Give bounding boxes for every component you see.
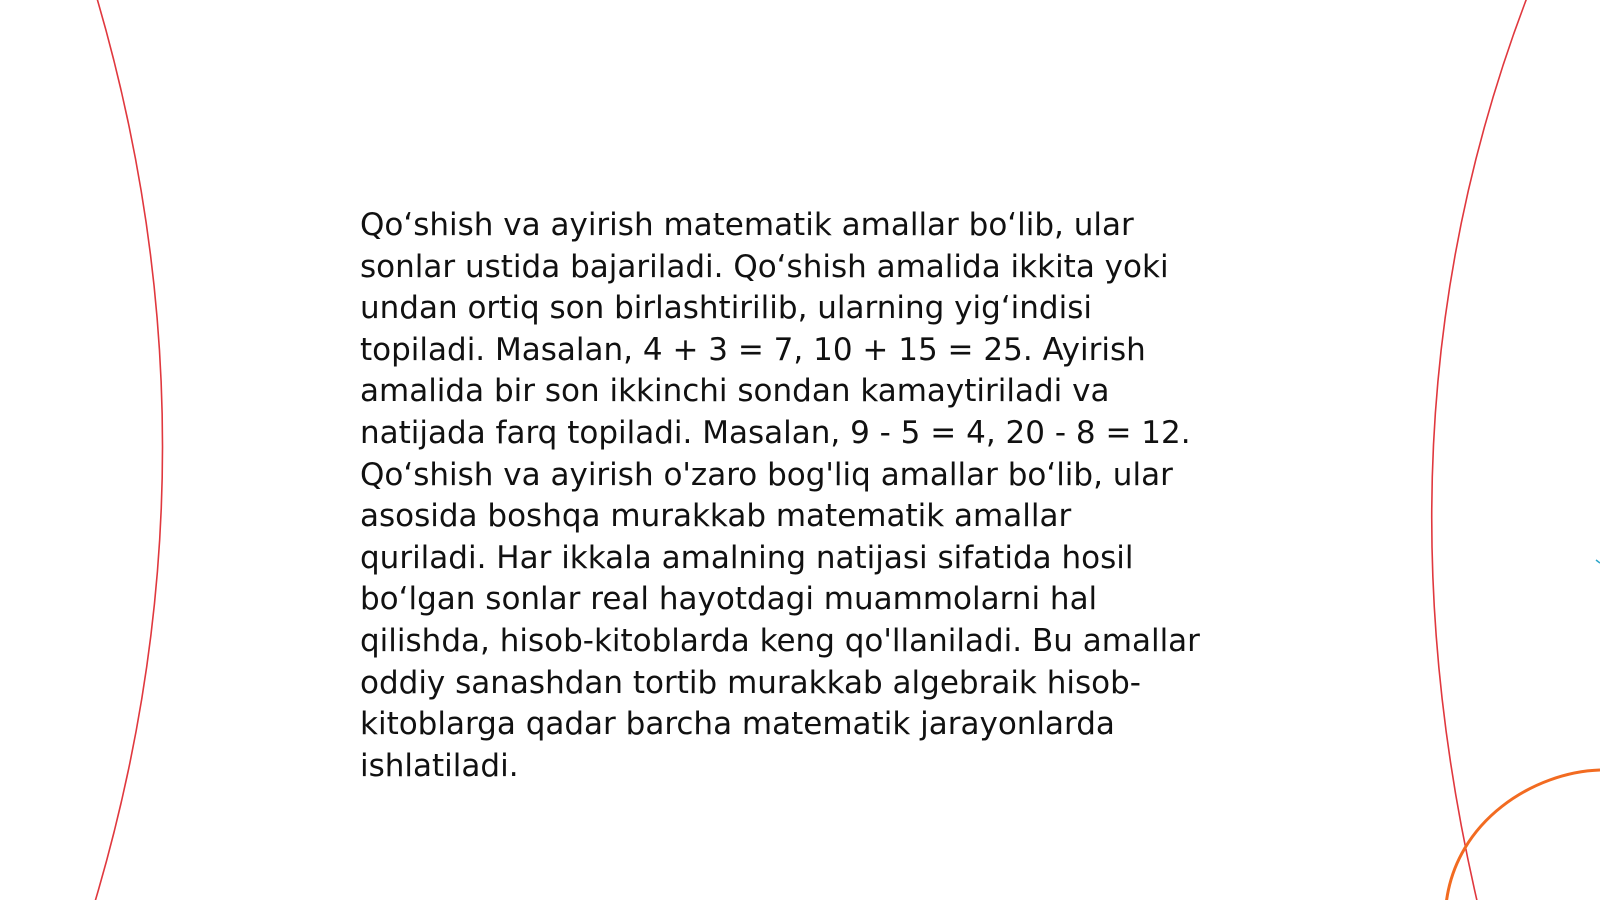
body-paragraph bbox=[360, 205, 1250, 787]
paragraph-line: bo‘lgan sonlar real hayotdagi muammolarni hal bbox=[360, 581, 1098, 618]
paragraph-line: asosida boshqa murakkab matematik amallar bbox=[360, 498, 1072, 535]
paragraph-line: amalida bir son ikkinchi sondan kamaytiriladi va bbox=[360, 373, 1110, 410]
paragraph-line: sonlar ustida bajariladi. Qo‘shish amalida ikkita yoki bbox=[360, 248, 1169, 285]
accent-tick bbox=[1596, 560, 1600, 563]
paragraph-line: quriladi. Har ikkala amalning natijasi sifatida hosil bbox=[360, 539, 1134, 576]
paragraph-line: oddiy sanashdan tortib murakkab algebraik hisob- bbox=[360, 664, 1141, 701]
corner-arc bbox=[1446, 770, 1600, 900]
paragraph-line: topiladi. Masalan, 4 + 3 = 7, 10 + 15 = 25. Ayirish bbox=[360, 331, 1146, 368]
paragraph-line: natijada farq topiladi. Masalan, 9 - 5 = 4, 20 - 8 = 12. bbox=[360, 414, 1191, 451]
paragraph-line: kitoblarga qadar barcha matematik jarayonlarda bbox=[360, 706, 1115, 743]
right-curve bbox=[1432, 0, 1528, 900]
left-curve bbox=[94, 0, 163, 900]
paragraph-line: undan ortiq son birlashtirilib, ularning yig‘indisi bbox=[360, 290, 1092, 327]
paragraph-line: ishlatiladi. bbox=[360, 747, 519, 784]
paragraph-line: Qo‘shish va ayirish matematik amallar bo‘lib, ular bbox=[360, 207, 1134, 243]
paragraph-line: Qo‘shish va ayirish o'zaro bog'liq amallar bo‘lib, ular bbox=[360, 456, 1173, 493]
paragraph-line: qilishda, hisob-kitoblarda keng qo'llaniladi. Bu amallar bbox=[360, 622, 1200, 659]
